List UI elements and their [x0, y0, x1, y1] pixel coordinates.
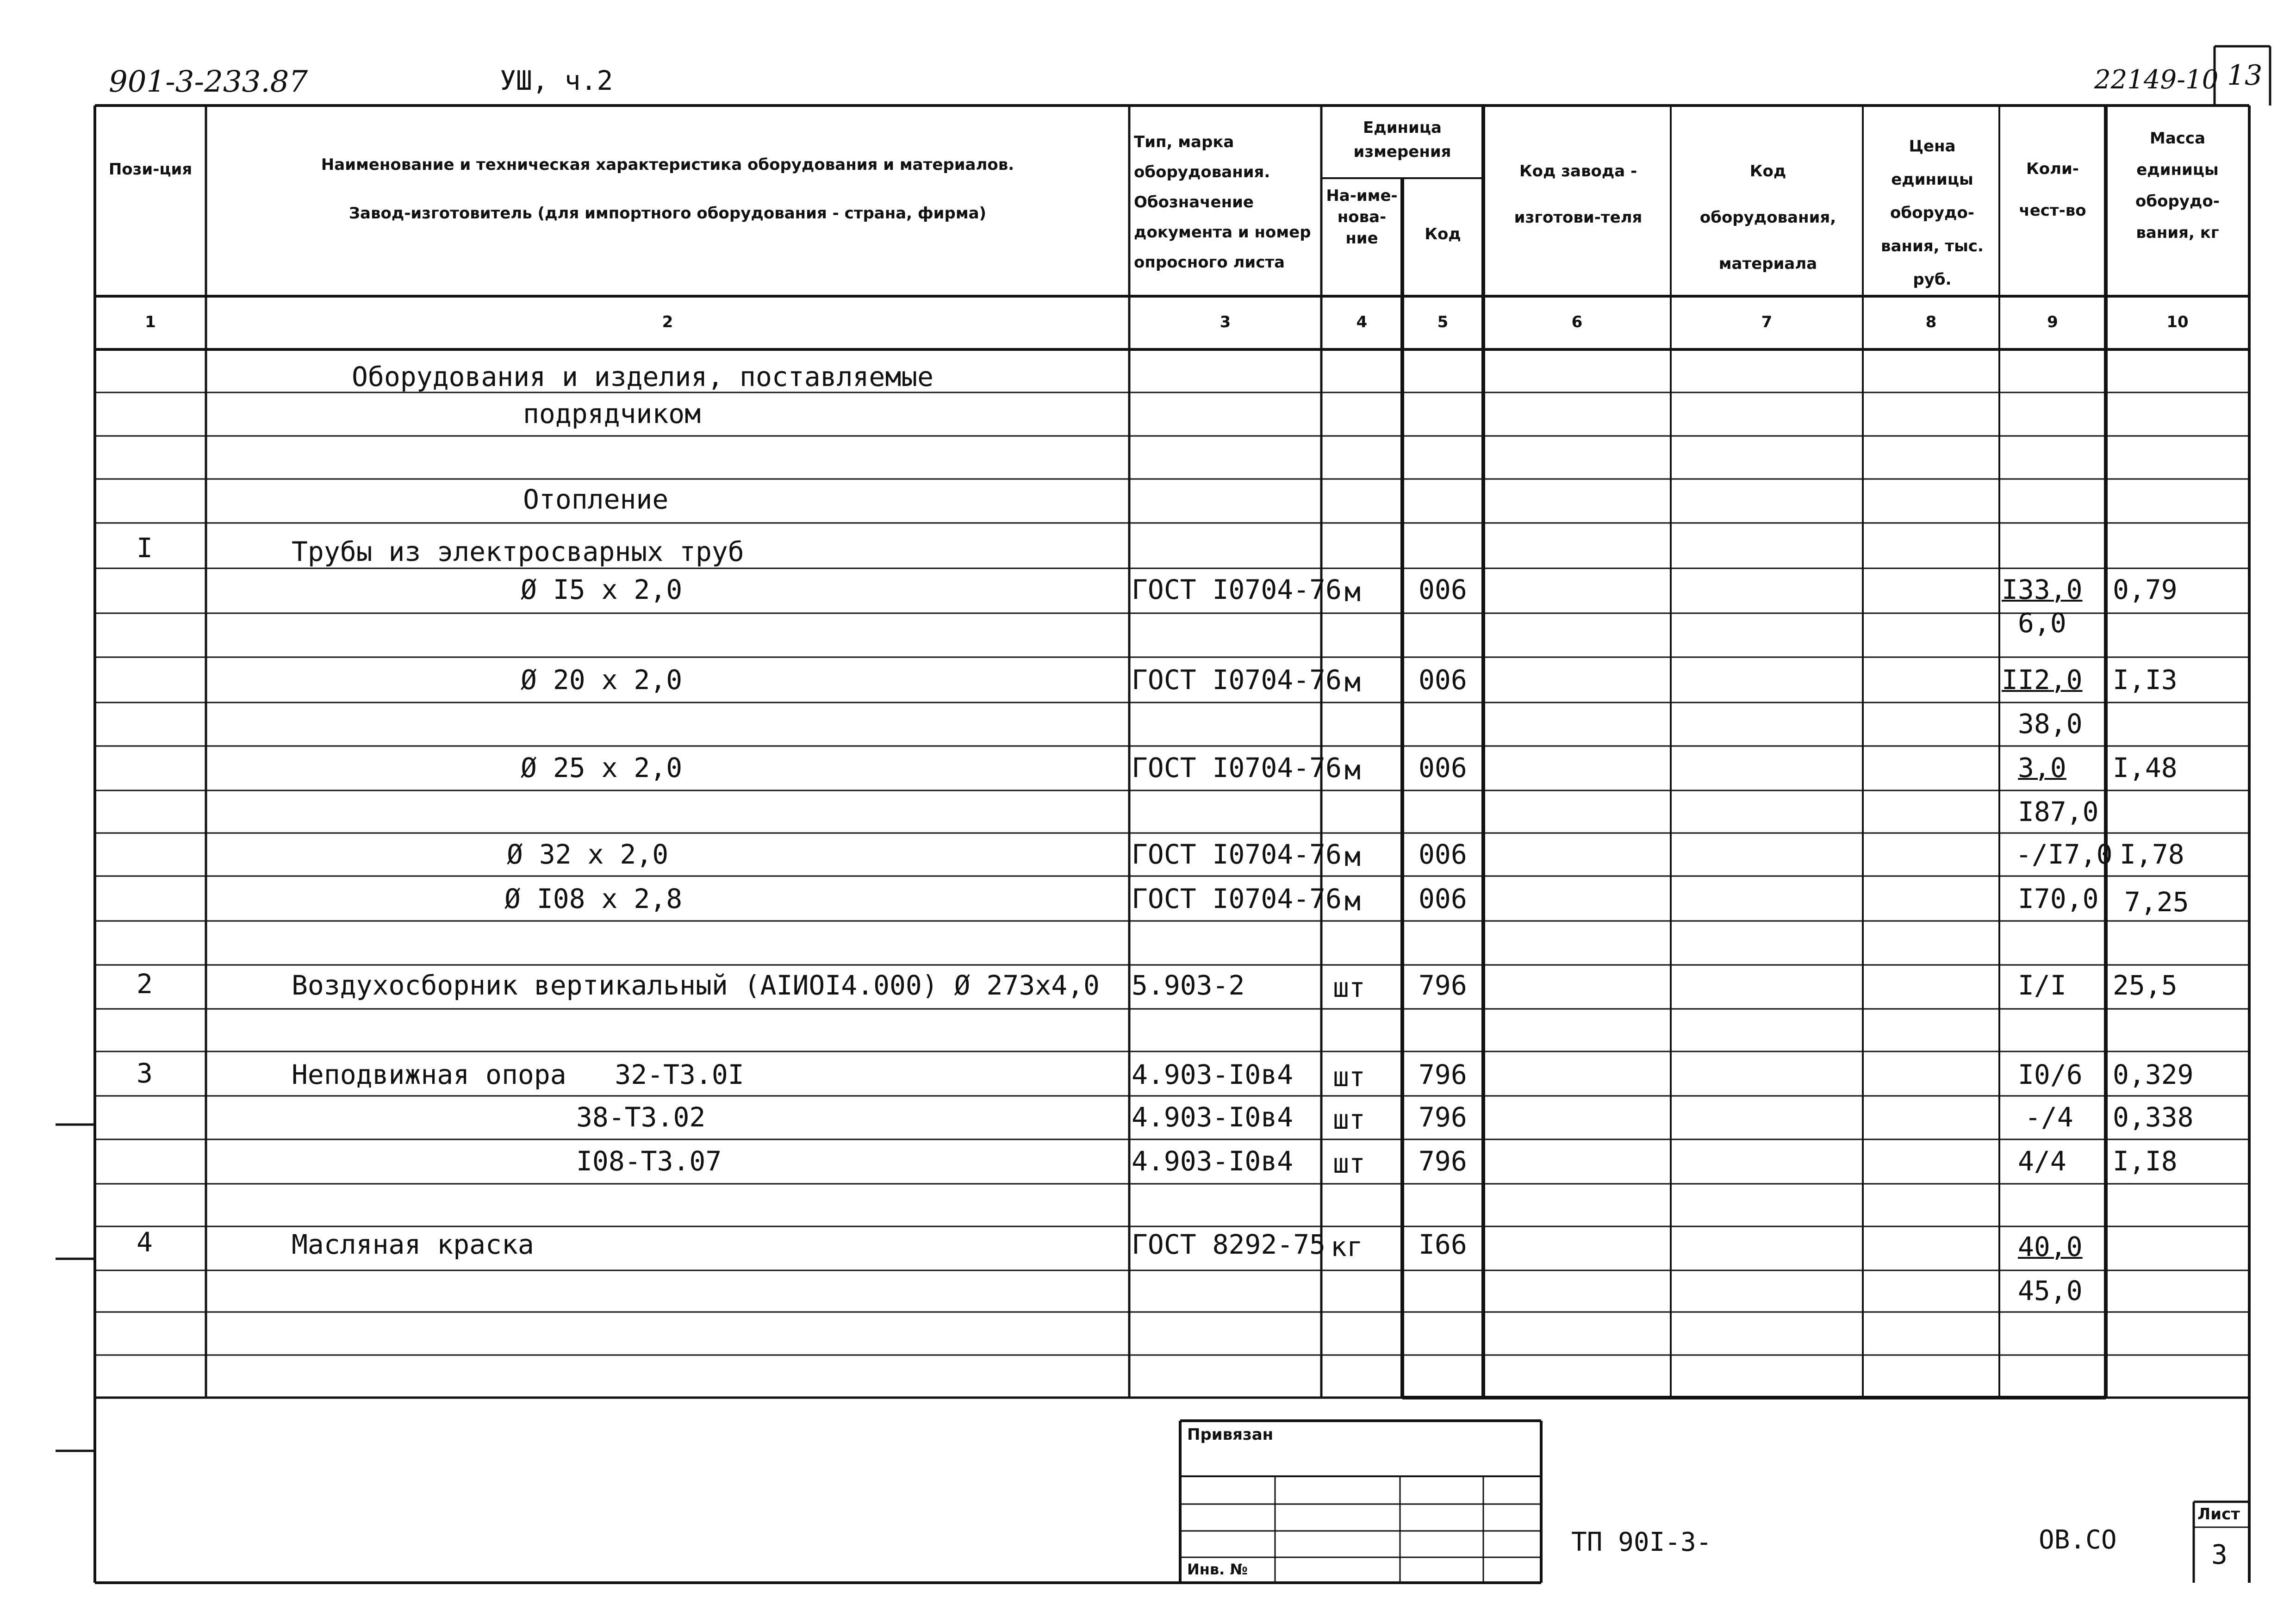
item-mass: 7,25 [2124, 886, 2189, 918]
item-name: Ø 32 x 2,0 [507, 839, 669, 870]
col-number-1: 1 [145, 313, 156, 331]
item-quantity-second: 45,0 [2018, 1275, 2083, 1306]
item-name: 38-Т3.02 [576, 1101, 706, 1133]
header-plant-code: Код завода - изготови-теля [1514, 162, 1643, 227]
sheet-number: 13 [2227, 59, 2263, 92]
col-number-2: 2 [662, 313, 673, 331]
document-code: 901-3-233.87 [109, 65, 308, 99]
col-number-10: 10 [2166, 313, 2189, 331]
item-mass: I,I8 [2113, 1145, 2178, 1177]
header-unit: Единица измерения [1353, 118, 1451, 161]
item-type: ГОСТ 8292-75 [1132, 1229, 1326, 1260]
item-unit: шт [1333, 1061, 1365, 1093]
item-type: 4.903-I0в4 [1132, 1101, 1294, 1133]
part-label: УШ, ч.2 [500, 65, 613, 96]
item-quantity: 40,0 [2018, 1231, 2083, 1262]
col-number-6: 6 [1571, 313, 1583, 331]
item-unit: м [1344, 841, 1361, 872]
item-quantity: 3,0 [2018, 752, 2066, 784]
item-mass: 0,79 [2113, 574, 2178, 605]
header-type: Тип, марка оборудования. Обозначение документа и номер опросного листа [1134, 133, 1311, 272]
item-code: 796 [1419, 970, 1467, 1001]
item-code: 006 [1419, 839, 1467, 870]
col-number-5: 5 [1437, 313, 1449, 331]
stamp-attached-label: Привязан [1187, 1425, 1274, 1444]
item-type: ГОСТ I0704-76 [1132, 664, 1342, 696]
item-code: 006 [1419, 664, 1467, 696]
item-type: ГОСТ I0704-76 [1132, 752, 1342, 784]
item-quantity: 4/4 [2018, 1145, 2066, 1177]
item-mass: I,I3 [2113, 664, 2178, 696]
item-quantity: I/I [2018, 970, 2066, 1001]
item-mass: 0,338 [2113, 1101, 2194, 1133]
subsection-title: Отопление [523, 484, 669, 515]
stamp-document-code: ТП 90I-3- [1571, 1527, 1712, 1557]
item-quantity-second: I87,0 [2018, 796, 2099, 827]
item-mass: I,48 [2113, 752, 2178, 784]
item-type: ГОСТ I0704-76 [1132, 574, 1342, 605]
item-name: Масляная краска [292, 1229, 534, 1260]
stamp-inventory-label: Инв. № [1187, 1561, 1248, 1578]
col-number-3: 3 [1220, 313, 1231, 331]
item-unit: м [1344, 576, 1361, 608]
item-code: 006 [1419, 883, 1467, 914]
item-mass: 0,329 [2113, 1059, 2194, 1090]
item-type: 4.903-I0в4 [1132, 1059, 1294, 1090]
item-code: 006 [1419, 752, 1467, 784]
item-unit: шт [1333, 1148, 1365, 1179]
item-code: 796 [1419, 1101, 1467, 1133]
item-mass: I,78 [2120, 839, 2184, 870]
item-unit: шт [1333, 1104, 1365, 1135]
item-quantity: -/4 [2025, 1101, 2073, 1133]
item-name: Ø I08 x 2,8 [504, 883, 683, 914]
item-quantity: I70,0 [2018, 883, 2099, 914]
item-type: ГОСТ I0704-76 [1132, 839, 1342, 870]
item-unit: м [1344, 885, 1361, 917]
header-unit-name: На-име-нова-ние [1326, 187, 1398, 248]
item-unit: м [1344, 666, 1361, 698]
item-quantity-second: 6,0 [2018, 607, 2066, 639]
item-name: I08-Т3.07 [576, 1145, 722, 1177]
item-type: 4.903-I0в4 [1132, 1145, 1294, 1177]
item-mass: 25,5 [2113, 970, 2178, 1001]
item-name: Ø 25 x 2,0 [521, 752, 683, 784]
item-quantity: I33,0 [2002, 574, 2083, 605]
header-mass: Масса единицы оборудо-вания, кг [2135, 129, 2220, 242]
position-number: 3 [137, 1057, 153, 1089]
col-number-7: 7 [1761, 313, 1773, 331]
item-type: ГОСТ I0704-76 [1132, 883, 1342, 914]
header-name-line2: Завод-изготовитель (для импортного оборудования - страна, фирма) [348, 204, 987, 223]
section-title: Оборудования и изделия, поставляемые [352, 361, 934, 392]
position-number: 2 [137, 968, 153, 1000]
item-unit: шт [1333, 972, 1365, 1003]
header-position: Пози-ция [108, 160, 193, 179]
position-number: I [137, 532, 153, 564]
item-unit: кг [1331, 1231, 1363, 1262]
stamp-sheet-number: 3 [2211, 1539, 2228, 1570]
item-code: 796 [1419, 1145, 1467, 1177]
header-price: Цена единицы оборудо-вания, тыс. руб. [1881, 137, 1984, 289]
stamp-sheet-label: Лист [2197, 1505, 2240, 1524]
col-number-8: 8 [1925, 313, 1937, 331]
header-equipment-code: Код оборудования, материала [1699, 162, 1836, 273]
item-quantity-second: 38,0 [2018, 708, 2083, 740]
item-type: 5.903-2 [1132, 970, 1245, 1001]
archive-number: 22149-10 [2094, 65, 2219, 95]
item-quantity: II2,0 [2002, 664, 2083, 696]
header-unit-code: Код [1425, 225, 1461, 243]
item-name: Ø 20 x 2,0 [521, 664, 683, 696]
section-title-cont: подрядчиком [523, 398, 701, 429]
item-name: Воздухосборник вертикальный (АIИОI4.000) Ø 273x4,0 [292, 970, 1100, 1001]
item-quantity: -/I7,0 [2016, 839, 2113, 870]
header-name-line1: Наименование и техническая характеристика оборудования и материалов. [321, 155, 1014, 174]
item-unit: м [1344, 754, 1361, 786]
item-name: Трубы из электросварных труб [292, 536, 744, 567]
header-quantity: Коли-чест-во [2019, 160, 2086, 220]
position-number: 4 [137, 1226, 153, 1258]
col-number-9: 9 [2047, 313, 2058, 331]
item-name: Неподвижная опора 32-Т3.0I [292, 1059, 744, 1090]
item-code: 006 [1419, 574, 1467, 605]
item-name: Ø I5 x 2,0 [521, 574, 683, 605]
item-code: I66 [1419, 1229, 1467, 1260]
item-quantity: I0/6 [2018, 1059, 2083, 1090]
col-number-4: 4 [1356, 313, 1368, 331]
stamp-section-code: ОВ.СО [2039, 1525, 2117, 1555]
item-code: 796 [1419, 1059, 1467, 1090]
